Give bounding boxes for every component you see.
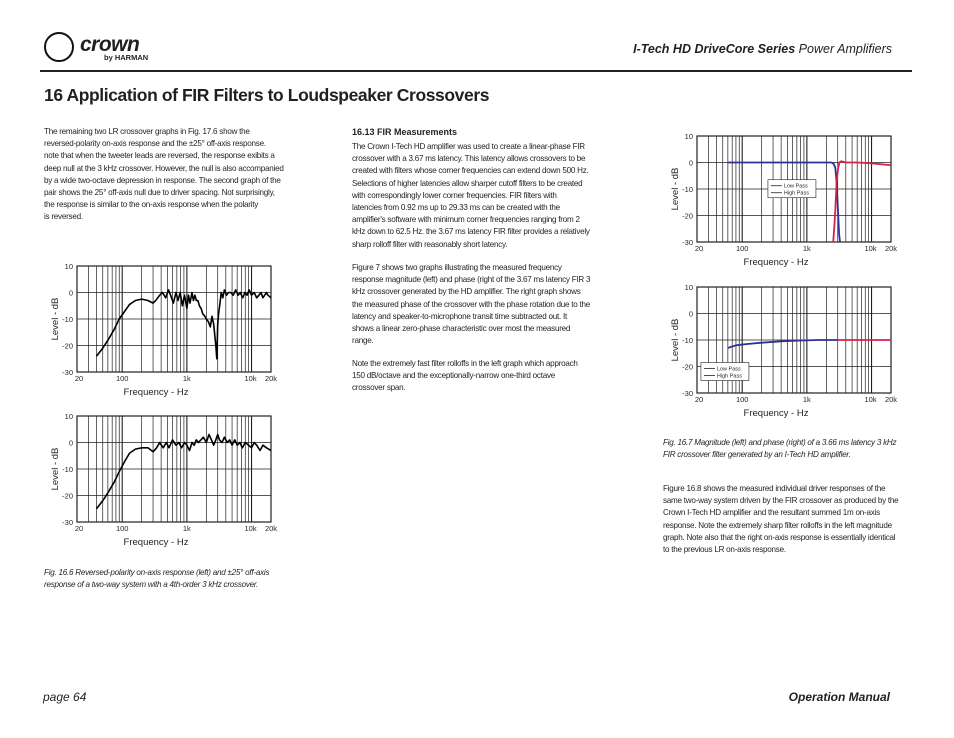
x-tick-label: 20 [694, 244, 704, 253]
x-tick-label: 100 [735, 395, 749, 404]
y-tick-label: 0 [688, 309, 693, 319]
legend [768, 180, 816, 198]
subsection-heading: 16.13 FIR Measurements [352, 127, 458, 137]
y-tick-label: 10 [684, 132, 693, 141]
x-tick-label: 20k [264, 524, 278, 533]
x-tick-label: 100 [735, 244, 749, 253]
x-tick-label: 100 [115, 374, 129, 383]
manual-title: Operation Manual [788, 690, 890, 704]
x-tick-label: 10k [244, 374, 257, 383]
chart-fir-magnitude [660, 128, 910, 268]
x-axis-label: Frequency - Hz [123, 537, 189, 548]
y-tick-label: -30 [682, 238, 693, 247]
y-tick-label: -10 [62, 465, 73, 474]
y-tick-label: -10 [682, 336, 693, 345]
y-tick-label: -30 [682, 389, 693, 398]
header-series-bold: I-Tech HD DriveCore Series [633, 42, 796, 56]
x-tick-label: 1k [182, 524, 191, 533]
y-tick-label: -20 [62, 341, 73, 351]
header-rule [40, 70, 912, 72]
page-number: page 64 [43, 690, 87, 704]
fir-paragraph-3: Note the extremely fast filter rolloffs in the left graph which approach 150 dB/octave and the exceptionally-narrow one-third octave crossover span. [352, 359, 578, 393]
y-tick-label: 0 [68, 438, 73, 448]
series-high-pass [833, 161, 891, 242]
x-axis-label: Frequency - Hz [123, 387, 189, 398]
y-tick-label: 0 [68, 288, 73, 298]
x-tick-label: 20k [264, 374, 278, 383]
x-axis-label: Frequency - Hz [743, 408, 809, 419]
legend-label: Low Pass [716, 366, 741, 373]
legend [701, 363, 749, 381]
y-tick-label: 10 [684, 283, 693, 292]
x-tick-label: 20 [74, 524, 84, 533]
y-axis-label: Level - dB [50, 447, 61, 491]
x-tick-label: 20k [884, 395, 898, 404]
y-tick-label: 0 [688, 158, 693, 168]
y-tick-label: -10 [62, 315, 73, 324]
chart-off-axis [40, 408, 290, 548]
chart-fir-phase [660, 279, 910, 419]
y-tick-label: 10 [64, 262, 73, 271]
y-axis-label: Level - dB [50, 297, 61, 341]
figure-16-7-caption: Fig. 16.7 Magnitude (left) and phase (right) of a 3.66 ms latency 3 kHz FIR crossover filter generated by an I-Tech HD amplifier. [663, 438, 897, 459]
left-intro-paragraph: The remaining two LR crossover graphs in Fig. 17.6 show the reversed-polarity on-axis response and the ±25° off-axis response. note that when the tweeter leads are reversed, the response exibits a deep null at the 3 kHz crossover. However, the null is also accompanied by a wide two-octave depression in response. The second graph of the pair shows the 25° off-axis null due to driver spacing. Not surprisingly, the response is similar to the on-axis response when the polarity is reversed. [44, 127, 284, 222]
brand-wordmark: crown [80, 33, 140, 56]
x-tick-label: 10k [864, 395, 877, 404]
fir-paragraph-1: The Crown I-Tech HD amplifier was used to create a linear-phase FIR crossover with a 3.67 ms latency. This latency allows crossovers to be created with filters whose corner frequencies can extend down 500 Hz. Selections of higher latencies allow sharper cutoff filters to be created with correspondingly lower corner frequencies. FIR filters with latencies from 0.92 ms up to 29.33 ms can be created with the amplifier's software with minimum corner frequencies ranging from 2 kHz down to 62.5 Hz. the 3.67 ms latency FIR filter provides a relatively sharp rolloff filter with reasonably short latency. [352, 142, 590, 249]
crown-logo-icon [44, 32, 74, 62]
x-axis-label: Frequency - Hz [743, 257, 809, 268]
figure-16-6-caption: Fig. 16.6 Reversed-polarity on-axis response (left) and ±25° off-axis response of a two-way system with a 4th-order 3 kHz crossover. [44, 568, 270, 589]
x-tick-label: 10k [864, 244, 877, 253]
x-tick-label: 20 [694, 395, 704, 404]
x-tick-label: 10k [244, 524, 257, 533]
legend-label: High Pass [783, 190, 810, 197]
x-tick-label: 1k [802, 244, 811, 253]
legend-label: Low Pass [783, 183, 808, 190]
x-tick-label: 1k [182, 374, 191, 383]
legend-label: High Pass [716, 373, 743, 380]
header-series-rest: Power Amplifiers [795, 42, 892, 56]
y-axis-label: Level - dB [670, 167, 681, 211]
figure-16-8-paragraph: Figure 16.8 shows the measured individual driver responses of the same two-way system driven by the FIR crossover as produced by the Crown I-Tech HD amplifier and the resultant summed 1m on-axis response. Note the extremely sharp filter rolloffs in the left magnitude graph. Note also that the right on-axis response is essentially identical to the previous LR on-axis response. [663, 484, 899, 555]
chart-reversed-polarity [40, 258, 290, 398]
brand-subtitle: by HARMAN [104, 53, 149, 62]
x-tick-label: 1k [802, 395, 811, 404]
y-tick-label: -20 [682, 211, 693, 221]
y-tick-label: -10 [682, 185, 693, 194]
y-tick-label: 10 [64, 412, 73, 421]
series-low-pass [728, 163, 840, 243]
fir-paragraph-2: Figure 7 shows two graphs illustrating the measured frequency response magnitude (left) and phase (right of the 3.67 ms latency FIR 3 kHz crossover generated by the HD amplifier. The right graph shows the measured phase of the crossover with the phase rotation due to the latency and speaker-to-microphone transit time subtracted out. It shows a linear zero-phase characteristic over most the measured range. [352, 263, 591, 346]
header-series [633, 42, 892, 56]
section-title: 16 Application of FIR Filters to Loudspeaker Crossovers [44, 85, 490, 105]
y-tick-label: -30 [62, 368, 73, 377]
x-tick-label: 100 [115, 524, 129, 533]
y-axis-label: Level - dB [670, 318, 681, 362]
grid [77, 416, 271, 522]
y-tick-label: -20 [62, 491, 73, 501]
x-tick-label: 20k [884, 244, 898, 253]
series-low-pass [728, 340, 838, 348]
y-tick-label: -30 [62, 518, 73, 527]
x-tick-label: 20 [74, 374, 84, 383]
grid [77, 266, 271, 372]
y-tick-label: -20 [682, 362, 693, 372]
